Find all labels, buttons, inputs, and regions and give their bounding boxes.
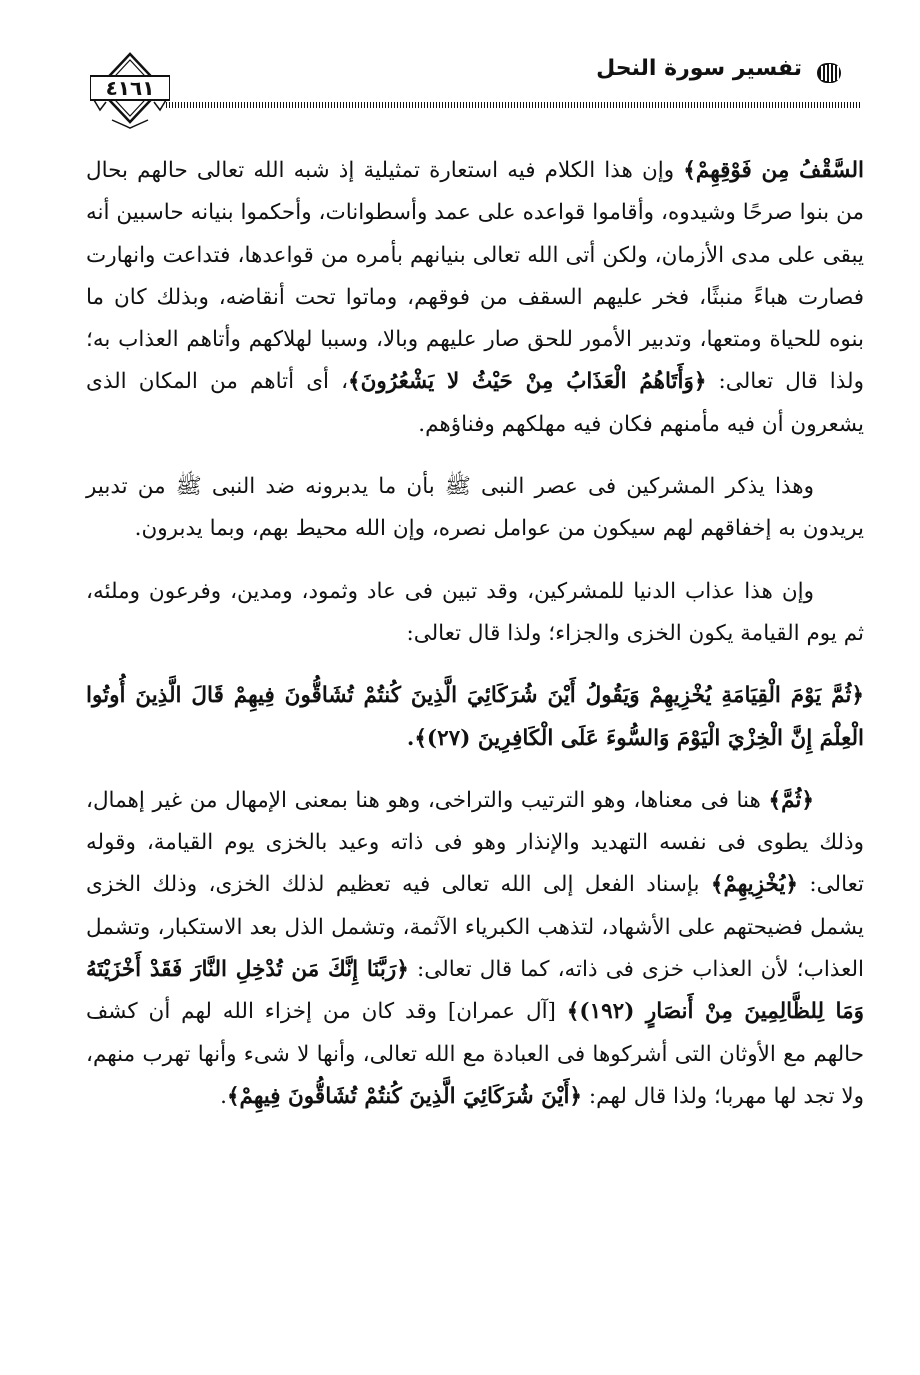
page-number: ٤١٦١	[105, 76, 155, 100]
quran-quote: ﴿ثُمَّ﴾	[768, 787, 814, 813]
quran-quote: ﴿يُخْزِيهِمْ﴾	[710, 872, 798, 898]
header-rule	[166, 102, 860, 108]
paragraph-5	[86, 780, 864, 1118]
flower-ornament-icon	[814, 60, 844, 86]
verse-block	[86, 675, 864, 760]
body-text: ، أى أتاهم من المكان الذى يشعرون أن فيه مأمنهم فكان فيه مهلكهم وفناؤهم.	[86, 369, 864, 437]
body-text: وإن هذا الكلام فيه استعارة تمثيلية إذ شبه الله تعالى حالهم بحال من بنوا صرحًا وشيدوه، وأقاموا قواعده على عمد وأسطوانات، وأحكموا بنيانه حاسبين أنه يبقى على مدى الأزمان، ولكن أتى الله تعالى بنيانهم بأمره من قواعدها، فتداعت وانهارت فصارت هباءً منبثًا، فخر عليهم السقف من فوقهم، وماتوا تحت أنقاضه، وبذلك كان ما بنوه للحياة ومتعها، وتدبير الأمور للحق صار عليهم وبالا، وسببا لهلاكهم وأتاهم العذاب به؛ ولذا قال تعالى:	[86, 158, 864, 395]
quran-quote: ﴿ثُمَّ يَوْمَ الْقِيَامَةِ يُخْزِيهِمْ وَيَقُولُ أَيْنَ شُرَكَائِيَ الَّذِينَ كُنتُمْ تُشَاقُّونَ فِيهِمْ قَالَ الَّذِينَ أُوتُوا الْعِلْمَ إِنَّ الْخِزْيَ الْيَوْمَ وَالسُّوءَ عَلَى الْكَافِرِينَ (٢٧)﴾	[86, 683, 865, 751]
body-text: هنا فى معناها، وهو الترتيب والتراخى، وهو هنا بمعنى الإمهال من غير إهمال، وذلك يطوى فى نفسه التهديد والإنذار وهو فى ذاته وعيد بالخزى يوم القيامة، وقوله تعالى:	[86, 787, 864, 898]
paragraph-2	[86, 466, 864, 551]
paragraph-3	[86, 571, 864, 656]
body-text: [آل عمران] وقد كان من إخزاء الله لهم أن كشف حالهم مع الأوثان التى أشركوها فى العبادة مع الله تعالى، وأنها لا شىء وأنها تهرب منهم، ولا تجد لها مهربا؛ ولذا قال لهم:	[86, 999, 864, 1109]
page-number-badge	[90, 48, 170, 130]
body-text: .	[406, 725, 415, 751]
quran-quote: ﴿أَيْنَ شُرَكَائِيَ الَّذِينَ كُنتُمْ تُشَاقُّونَ فِيهِمْ﴾	[226, 1083, 583, 1109]
body-text: بإسناد الفعل إلى الله تعالى فيه تعظيم لذلك الخزى، وذلك الخزى يشمل فضيحتهم على الأشهاد، لتذهب الكبرياء الآثمة، وتشمل الذل بعد الاستكبار، وتشمل العذاب؛ لأن العذاب خزى فى ذاته، كما قال تعالى:	[86, 872, 864, 983]
body-text: وهذا يذكر المشركين فى عصر النبى ﷺ بأن ما يدبرونه ضد النبى ﷺ من تدبير يريدون به إخفاقهم لهم سيكون من عوامل نصره، وإن الله محيط بهم، وبما يدبرون.	[86, 474, 864, 542]
page-header	[80, 40, 860, 140]
surah-title: تفسير سورة النحل	[596, 56, 802, 81]
body-text: وإن هذا عذاب الدنيا للمشركين، وقد تبين فى عاد وثمود، ومدين، وفرعون وملئه، ثم يوم القيامة يكون الخزى والجزاء؛ ولذا قال تعالى:	[86, 578, 864, 646]
paragraph-1	[86, 150, 864, 446]
page-body	[86, 150, 864, 1138]
quran-quote: ﴿وَأَتَاهُمُ الْعَذَابُ مِنْ حَيْثُ لا يَشْعُرُونَ﴾	[348, 369, 707, 395]
quran-quote: ﴿رَبَّنَا إِنَّكَ مَن تُدْخِلِ النَّارَ فَقَدْ أَخْزَيْتَهُ وَمَا لِلظَّالِمِينَ مِنْ أَنصَارٍ (١٩٢)﴾	[86, 957, 864, 1025]
quran-quote: السَّقْفُ مِن فَوْقِهِمْ﴾	[683, 158, 865, 183]
body-text: .	[220, 1083, 227, 1109]
